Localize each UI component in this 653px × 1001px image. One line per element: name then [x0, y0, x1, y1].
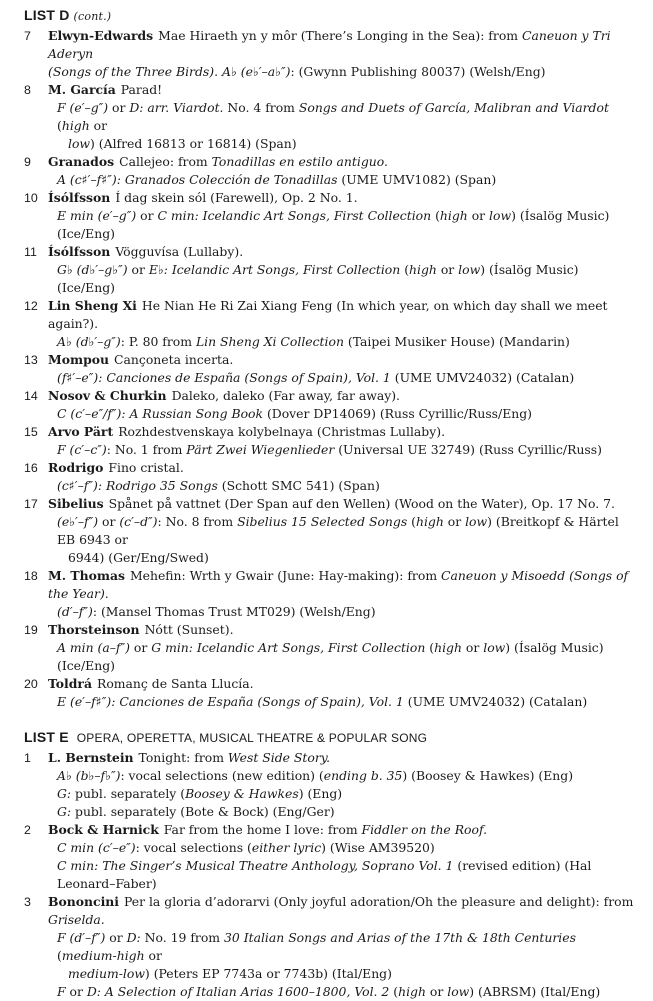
- composer-name: L. Bernstein: [48, 750, 134, 765]
- entry-edition-line: [48, 839, 639, 857]
- entry-number: 10: [24, 191, 38, 205]
- composer-name: M. Thomas: [48, 568, 125, 583]
- entry-number: 15: [24, 425, 38, 439]
- entry-text: ) (Eng): [298, 786, 343, 801]
- entry-text: Rozhdestvenskaya kolybelnaya (Christmas Lullaby).: [118, 424, 446, 439]
- entry-edition-line: [48, 63, 639, 81]
- italic-text: G:: [57, 804, 72, 819]
- entry-number: 16: [24, 461, 38, 475]
- list-d-header: [24, 7, 639, 23]
- entry-edition-line: [48, 99, 639, 135]
- italic-text: Pärt Zwei Wiegenlieder: [186, 442, 335, 457]
- entry-number: 1: [24, 751, 31, 765]
- italic-text: Lin Sheng Xi Collection: [195, 334, 344, 349]
- entry-text: Mehefin: Wrth y Gwair (June: Hay-making): from: [129, 568, 442, 583]
- entry-edition-line: [48, 639, 639, 675]
- entry-text: : (Mansel Thomas Trust MT029) (Welsh/Eng): [92, 604, 376, 619]
- entry-text: Vögguvísa (Lullaby).: [115, 244, 244, 259]
- italic-text: Tonadillas en estilo antiguo.: [211, 154, 388, 169]
- italic-text: G min: Icelandic Art Songs, First Collection: [151, 640, 426, 655]
- entry-text: (Taipei Musiker House) (Mandarin): [343, 334, 570, 349]
- entry-text: 6944) (Ger/Eng/Swed): [68, 550, 209, 565]
- entry-text: or: [105, 930, 127, 945]
- entry-text: (: [57, 118, 62, 133]
- list-entry: [24, 675, 639, 711]
- list-entry: [24, 893, 639, 1001]
- italic-text: high: [439, 208, 468, 223]
- entry-text: ) (ABRSM) (Ital/Eng): [469, 984, 601, 999]
- list-entry: [24, 423, 639, 459]
- entry-title-line: [48, 27, 639, 63]
- entry-text: or: [467, 208, 490, 223]
- italic-text: D: arr. Viardot.: [129, 100, 224, 115]
- entry-title-line: [48, 459, 639, 477]
- entry-text: publ. separately (: [71, 786, 186, 801]
- list-e-subtitle: OPERA, OPERETTA, MUSICAL THEATRE & POPULAR SONG: [76, 731, 428, 745]
- entry-edition-line: [48, 929, 639, 965]
- composer-name: Arvo Pärt: [48, 424, 114, 439]
- entry-edition-line: [48, 803, 639, 821]
- italic-text: : Granados Colección de Tonadillas: [116, 172, 338, 187]
- italic-text: E (e′–f♯″): Canciones de España (Songs of Spain), Vol. 1: [57, 694, 404, 709]
- list-entry: [24, 749, 639, 821]
- italic-text: Sibelius 15 Selected Songs: [237, 514, 408, 529]
- italic-text: A♭ (e♭′–a♭″): [222, 64, 291, 79]
- entry-text: or: [443, 514, 466, 529]
- composer-name: Elwyn-Edwards: [48, 28, 154, 43]
- italic-text: ending b. 35: [323, 768, 403, 783]
- entry-title-line: [48, 297, 639, 333]
- list-entry: [24, 189, 639, 243]
- list-entry: [24, 567, 639, 621]
- list-entry: [24, 297, 639, 351]
- entry-title-line: [48, 893, 639, 929]
- entry-number: 7: [24, 29, 31, 43]
- italic-text: low: [458, 262, 481, 277]
- list-d-cont: (cont.): [73, 10, 112, 23]
- entry-title-line: [48, 749, 639, 767]
- entry-edition-line: [48, 207, 639, 243]
- entry-number: 2: [24, 823, 31, 837]
- composer-name: Mompou: [48, 352, 110, 367]
- entry-text: He Nian He Ri Zai Xiang Feng (In which year, on which day shall we meet again?).: [48, 298, 608, 331]
- composer-name: Nosov & Churkin: [48, 388, 167, 403]
- italic-text: A (c♯′–f♯″): [57, 172, 117, 187]
- italic-text: high: [398, 984, 426, 999]
- entry-title-line: [48, 243, 639, 261]
- entry-text: (: [400, 262, 410, 277]
- list-d-title: LIST D: [24, 7, 70, 23]
- composer-name: Ísólfsson: [48, 190, 111, 205]
- entry-text: or: [425, 984, 448, 999]
- list-entry: [24, 351, 639, 387]
- entry-edition-line: [48, 549, 639, 567]
- entry-text: or: [461, 640, 484, 655]
- entry-text: : P. 80 from: [120, 334, 196, 349]
- entry-text: : vocal selections (new edition) (: [120, 768, 324, 783]
- composer-name: M. García: [48, 82, 116, 97]
- italic-text: Boosey & Hawkes: [185, 786, 299, 801]
- entry-title-line: [48, 495, 639, 513]
- entry-text: Mae Hiraeth yn y môr (There’s Longing in the Sea): from: [158, 28, 522, 43]
- entry-edition-line: [48, 983, 639, 1001]
- entry-text: or: [98, 514, 120, 529]
- italic-text: medium-high: [61, 948, 145, 963]
- repertoire-page: [24, 7, 639, 1001]
- list-entry: [24, 387, 639, 423]
- entry-text: or: [65, 984, 87, 999]
- entry-title-line: [48, 351, 639, 369]
- entry-text: Nótt (Sunset).: [144, 622, 234, 637]
- italic-text: C min (c′–e″): [57, 840, 136, 855]
- composer-name: Ísólfsson: [48, 244, 111, 259]
- entry-text: publ. separately (Bote & Bock) (Eng/Ger): [71, 804, 335, 819]
- italic-text: E min (e′–g″): [57, 208, 137, 223]
- entry-number: 8: [24, 83, 31, 97]
- list-entry: [24, 27, 639, 81]
- entry-text: (Schott SMC 541) (Span): [217, 478, 380, 493]
- italic-text: E♭: Icelandic Art Songs, First Collection: [148, 262, 401, 277]
- entry-text: ) (Boosey & Hawkes) (Eng): [402, 768, 574, 783]
- italic-text: West Side Story.: [227, 750, 331, 765]
- entry-text: ) (Alfred 16813 or 16814) (Span): [90, 136, 297, 151]
- list-entry: [24, 459, 639, 495]
- entry-text: Í dag skein sól (Farewell), Op. 2 No. 1.: [115, 190, 358, 205]
- entry-text: (: [407, 514, 416, 529]
- entry-title-line: [48, 387, 639, 405]
- list-e-title: LIST E: [24, 729, 69, 745]
- entry-text: (Dover DP14069) (Russ Cyrillic/Russ/Eng): [263, 406, 532, 421]
- italic-text: C min: The Singer’s Musical Theatre Anthology, Soprano Vol. 1: [57, 858, 454, 873]
- entry-title-line: [48, 153, 639, 171]
- entry-number: 3: [24, 895, 31, 909]
- italic-text: D:: [126, 930, 141, 945]
- list-entry: [24, 153, 639, 189]
- entry-edition-line: [48, 405, 639, 423]
- entry-text: (UME UMV1082) (Span): [337, 172, 497, 187]
- entry-text: Romanç de Santa Llucía.: [97, 676, 254, 691]
- entry-text: Callejeo: from: [119, 154, 212, 169]
- italic-text: Griselda.: [48, 912, 105, 927]
- entry-number: 17: [24, 497, 38, 511]
- entry-text: No. 19 from: [140, 930, 224, 945]
- entry-text: : No. 8 from: [157, 514, 238, 529]
- entry-edition-line: [48, 333, 639, 351]
- italic-text: high: [434, 640, 462, 655]
- italic-text: F (e′–g″): [57, 100, 109, 115]
- entry-edition-line: [48, 965, 639, 983]
- entry-number: 11: [24, 245, 37, 259]
- entry-title-line: [48, 567, 639, 603]
- italic-text: A min (a–f″): [57, 640, 130, 655]
- italic-text: F (d′–f″): [57, 930, 106, 945]
- entry-number: 19: [24, 623, 38, 637]
- composer-name: Bononcini: [48, 894, 119, 909]
- entry-text: or: [436, 262, 459, 277]
- entry-edition-line: [48, 785, 639, 803]
- italic-text: C (c′–e″/f″): A Russian Song Book: [57, 406, 264, 421]
- entry-edition-line: [48, 693, 639, 711]
- italic-text: high: [409, 262, 437, 277]
- entry-text: (: [389, 984, 399, 999]
- entry-title-line: [48, 675, 639, 693]
- entry-text: or: [129, 640, 152, 655]
- italic-text: (d′–f″): [57, 604, 93, 619]
- entry-edition-line: [48, 135, 639, 153]
- italic-text: (c♯′–f″): Rodrigo 35 Songs: [57, 478, 218, 493]
- entry-edition-line: [48, 857, 639, 893]
- entry-text: ) (Ísalög Music) (Ice/Eng): [57, 262, 579, 295]
- entry-edition-line: [48, 477, 639, 495]
- entry-text: Daleko, daleko (Far away, far away).: [171, 388, 400, 403]
- composer-name: Rodrigo: [48, 460, 104, 475]
- italic-text: low: [483, 640, 506, 655]
- entry-text: : No. 1 from: [106, 442, 187, 457]
- italic-text: (c′–d″): [119, 514, 158, 529]
- list-d-entries: [24, 27, 639, 711]
- entry-edition-line: [48, 441, 639, 459]
- entry-text: Spånet på vattnet (Der Span auf den Wellen) (Wood on the Water), Op. 17 No. 7.: [108, 496, 615, 511]
- list-e-header: [24, 729, 639, 745]
- entry-title-line: [48, 81, 639, 99]
- composer-name: Bock & Harnick: [48, 822, 159, 837]
- composer-name: Granados: [48, 154, 115, 169]
- list-entry: [24, 243, 639, 297]
- italic-text: Caneuon y Tri Aderyn: [48, 28, 611, 61]
- entry-text: (UME UMV24032) (Catalan): [390, 370, 575, 385]
- entry-text: or: [127, 262, 149, 277]
- entry-number: 18: [24, 569, 38, 583]
- entry-text: Far from the home I love: from: [163, 822, 362, 837]
- italic-text: (f♯′–e″): Canciones de España (Songs of Spain), Vol. 1: [57, 370, 391, 385]
- list-entry: [24, 81, 639, 153]
- italic-text: G♭ (d♭′–g♭″): [57, 262, 128, 277]
- entry-edition-line: [48, 369, 639, 387]
- entry-edition-line: [48, 603, 639, 621]
- entry-text: ) (Breitkopf & Härtel EB 6943 or: [57, 514, 619, 547]
- italic-text: low: [465, 514, 488, 529]
- list-e-entries: [24, 749, 639, 1001]
- entry-text: (Universal UE 32749) (Russ Cyrillic/Russ): [334, 442, 602, 457]
- entry-edition-line: [48, 767, 639, 785]
- entry-edition-line: [48, 513, 639, 549]
- composer-name: Sibelius: [48, 496, 104, 511]
- italic-text: low: [68, 136, 91, 151]
- composer-name: Toldrá: [48, 676, 92, 691]
- italic-text: D: A Selection of Italian Arias 1600–1800, Vol. 2: [86, 984, 390, 999]
- italic-text: Songs and Duets of García, Malibran and Viardot: [298, 100, 609, 115]
- italic-text: Fiddler on the Roof.: [361, 822, 488, 837]
- entry-text: (: [425, 640, 435, 655]
- list-entry: [24, 621, 639, 675]
- entry-number: 14: [24, 389, 38, 403]
- entry-number: 20: [24, 677, 38, 691]
- composer-name: Thorsteinson: [48, 622, 140, 637]
- entry-text: ) (Peters EP 7743a or 7743b) (Ital/Eng): [144, 966, 392, 981]
- italic-text: A♭ (d♭′–g″): [57, 334, 121, 349]
- entry-title-line: [48, 821, 639, 839]
- entry-text: Per la gloria d’adorarvi (Only joyful adoration/Oh the pleasure and delight): from: [124, 894, 634, 909]
- entry-text: (: [57, 948, 62, 963]
- entry-text: or: [136, 208, 158, 223]
- entry-title-line: [48, 621, 639, 639]
- entry-text: No. 4 from: [223, 100, 299, 115]
- italic-text: high: [61, 118, 90, 133]
- entry-text: or: [89, 118, 108, 133]
- entry-text: Fino cristal.: [108, 460, 184, 475]
- italic-text: low: [447, 984, 470, 999]
- entry-text: or: [108, 100, 130, 115]
- entry-text: or: [144, 948, 162, 963]
- entry-edition-line: [48, 261, 639, 297]
- entry-text: ) (Wise AM39520): [321, 840, 435, 855]
- entry-text: (UME UMV24032) (Catalan): [403, 694, 588, 709]
- entry-text: ) (Ísalög Music) (Ice/Eng): [57, 640, 604, 673]
- list-entry: [24, 495, 639, 567]
- entry-text: : (Gwynn Publishing 80037) (Welsh/Eng): [290, 64, 546, 79]
- italic-text: F (c′–c″): [57, 442, 107, 457]
- italic-text: medium-low: [68, 966, 145, 981]
- italic-text: C min: Icelandic Art Songs, First Collection: [157, 208, 432, 223]
- entry-text: Parad!: [120, 82, 163, 97]
- entry-title-line: [48, 189, 639, 207]
- italic-text: high: [415, 514, 444, 529]
- list-entry: [24, 821, 639, 893]
- italic-text: A♭ (b♭–f♭″): [57, 768, 121, 783]
- entry-number: 9: [24, 155, 31, 169]
- entry-text: Cançoneta incerta.: [114, 352, 234, 367]
- italic-text: F: [57, 984, 66, 999]
- entry-text: ) (Ísalög Music) (Ice/Eng): [57, 208, 610, 241]
- italic-text: 30 Italian Songs and Arias of the 17th & 18th Centuries: [224, 930, 576, 945]
- italic-text: Caneuon y Misoedd (Songs of the Year).: [48, 568, 629, 601]
- italic-text: (Songs of the Three Birds): [48, 64, 215, 79]
- entry-text: (: [431, 208, 440, 223]
- italic-text: low: [489, 208, 512, 223]
- entry-text: : vocal selections (: [135, 840, 252, 855]
- entry-title-line: [48, 423, 639, 441]
- entry-number: 12: [24, 299, 38, 313]
- italic-text: either lyric: [251, 840, 322, 855]
- entry-text: .: [214, 64, 222, 79]
- italic-text: G:: [57, 786, 72, 801]
- entry-text: Tonight: from: [138, 750, 228, 765]
- composer-name: Lin Sheng Xi: [48, 298, 137, 313]
- entry-text: (revised edition) (Hal Leonard–Faber): [57, 858, 592, 891]
- italic-text: (e♭′–f″): [57, 514, 99, 529]
- entry-edition-line: [48, 171, 639, 189]
- entry-number: 13: [24, 353, 38, 367]
